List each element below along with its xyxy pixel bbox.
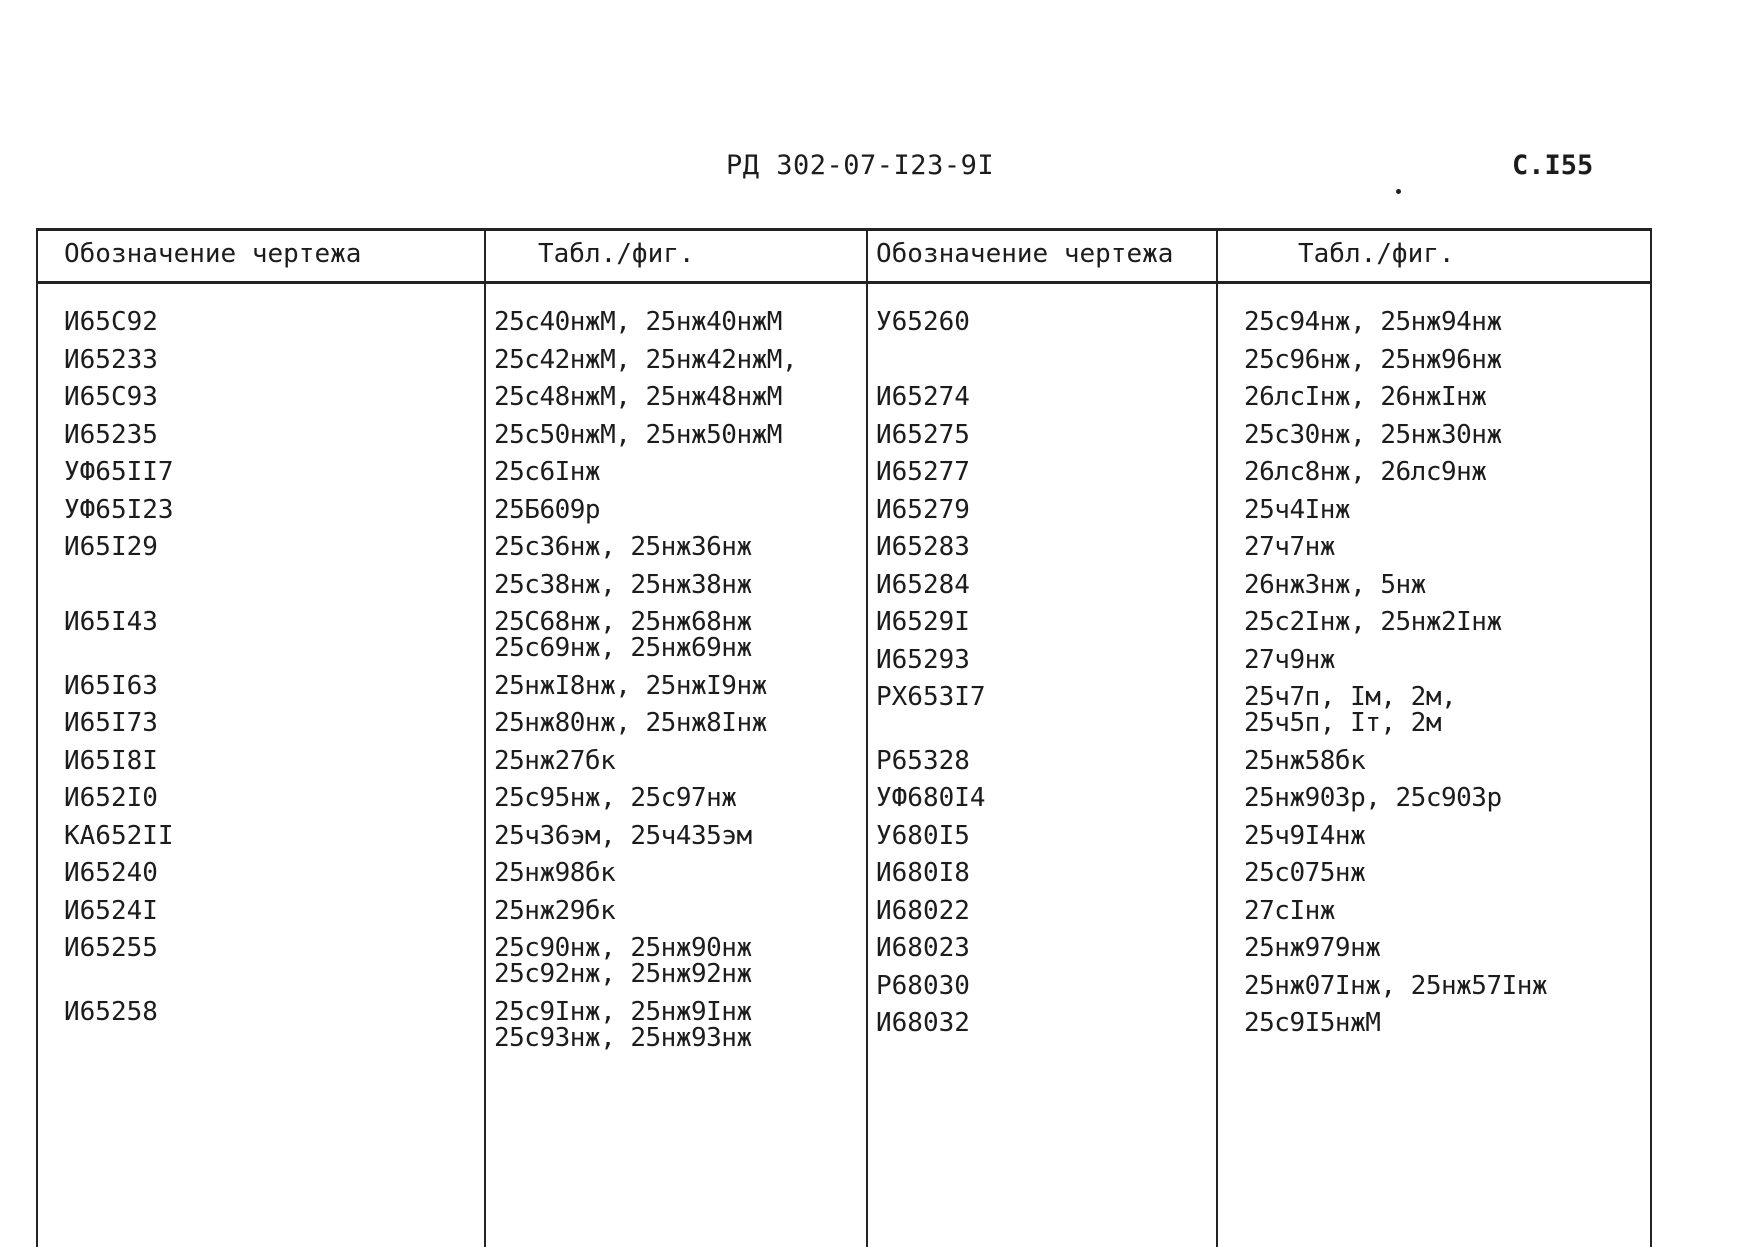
table-figure-reference (494, 860, 615, 886)
drawing-designation: И65I8I (64, 745, 158, 776)
table-figure-reference (1244, 935, 1380, 961)
drawing-designation: У65260 (876, 307, 970, 337)
table-figure-reference (494, 670, 767, 701)
drawing-designation: И68032 (876, 1008, 970, 1038)
table-figure-reference (1244, 419, 1502, 450)
cell-line: 25с93нж, 25нж93нж (494, 1022, 752, 1053)
cell-line: 25с90нж, 25нж90нж (494, 933, 752, 963)
cell-line: 25С68нж, 25нж68нж (494, 607, 752, 637)
table-figure-reference (494, 935, 752, 987)
cell-line: 25с075нж (1244, 858, 1366, 888)
table-figure-reference (494, 895, 616, 926)
column-header-table: Табл./фиг. (1298, 239, 1455, 269)
drawing-designation: И65293 (876, 644, 970, 675)
cell-line: 25нж27бк (494, 745, 616, 776)
table-figure-reference (494, 609, 752, 661)
cell-line: 25с9Iнж, 25нж9Iнж (494, 996, 752, 1027)
table-figure-reference (1244, 644, 1335, 675)
table-figure-reference (494, 820, 752, 851)
cell-line: 25нж98бк (494, 858, 616, 888)
cell-line: 25с48нжМ, 25нж48нжМ (494, 382, 782, 412)
cell-line: 25с42нжМ, 25нж42нжМ, (494, 344, 798, 375)
table-figure-reference (1244, 534, 1335, 560)
table-figure-reference (1244, 309, 1502, 335)
cell-line: 27ч9нж (1244, 644, 1335, 675)
column-divider (484, 231, 486, 1247)
scan-speck (1396, 189, 1401, 194)
cell-line: 25с40нжМ, 25нж40нжМ (494, 307, 782, 337)
cell-line: 25ч7п, Iм, 2м, (1244, 682, 1457, 712)
cell-line: 26лс8нж, 26лс9нж (1244, 457, 1487, 487)
column-divider (1216, 231, 1218, 1247)
column-header-table: Табл./фиг. (538, 239, 695, 269)
drawing-designation: И68022 (876, 895, 970, 926)
cell-line: 25с6Iнж (494, 457, 601, 487)
cell-line: 25с9I5нжМ (1244, 1008, 1381, 1038)
drawing-designation: И65I43 (64, 607, 158, 637)
drawing-designation: И65255 (64, 933, 158, 963)
column-header-drawing: Обозначение чертежа (64, 239, 362, 269)
drawing-designation: И65279 (876, 494, 970, 525)
drawing-designation: Р65328 (876, 745, 970, 776)
table-figure-reference (494, 745, 616, 776)
table-figure-reference (494, 384, 782, 410)
cell-line: 26лсIнж, 26нжIнж (1244, 382, 1487, 412)
cell-line: 25ч9I4нж (1244, 820, 1366, 851)
page-number: С.I55 (1512, 150, 1594, 181)
cell-line: 25нж58бк (1244, 745, 1366, 776)
header-divider (38, 281, 1650, 284)
cell-line: 25нжI8нж, 25нжI9нж (494, 670, 767, 701)
drawing-designation: И65С92 (64, 307, 158, 337)
table-figure-reference (494, 569, 752, 600)
drawing-designation: И65275 (876, 419, 970, 450)
table-figure-reference (494, 344, 798, 375)
drawing-designation: УФ65I23 (64, 494, 174, 525)
cell-line: 25с94нж, 25нж94нж (1244, 307, 1502, 337)
cell-line: 25с38нж, 25нж38нж (494, 569, 752, 600)
cell-line: 25нж07Iнж, 25нж57Iнж (1244, 970, 1548, 1001)
drawing-designation: И68023 (876, 933, 970, 963)
drawing-designation: И680I8 (876, 858, 970, 888)
cell-line: 25нж979нж (1244, 933, 1381, 963)
table-figure-reference (1244, 895, 1335, 926)
drawing-designation: РХ653I7 (876, 682, 986, 712)
cell-line: 25ч36эм, 25ч435эм (494, 820, 752, 851)
table-figure-reference (494, 419, 782, 450)
drawing-designation: И65274 (876, 382, 970, 412)
document-code: РД 302-07-I23-9I (726, 150, 995, 181)
table-figure-reference (494, 309, 782, 335)
drawing-designation: И65С93 (64, 382, 158, 412)
table-figure-reference (1244, 785, 1502, 811)
cell-line: 25ч4Iнж (1244, 494, 1351, 525)
table-figure-reference (1244, 459, 1486, 485)
table-figure-reference (1244, 344, 1502, 375)
cell-line: 25ч5п, Iт, 2м (1244, 708, 1441, 738)
cell-line: 27сIнж (1244, 895, 1335, 926)
table-figure-reference (1244, 569, 1426, 600)
drawing-designation: И65233 (64, 344, 158, 375)
table-figure-reference (1244, 609, 1502, 635)
cell-line: 25нж80нж, 25нж8Iнж (494, 708, 767, 738)
cell-line: 25с30нж, 25нж30нж (1244, 419, 1502, 450)
drawing-designation: И65258 (64, 996, 158, 1027)
table-figure-reference (494, 534, 752, 560)
cell-line: 25с96нж, 25нж96нж (1244, 344, 1502, 375)
cell-line: 25с2Iнж, 25нж2Iнж (1244, 607, 1502, 637)
drawing-designation: И65284 (876, 569, 970, 600)
drawing-designation: И65I73 (64, 708, 158, 738)
column-header-drawing: Обозначение чертежа (876, 239, 1174, 269)
column-divider (866, 231, 868, 1247)
drawing-designation: И6529I (876, 607, 970, 637)
index-table (36, 228, 1652, 1247)
table-figure-reference (494, 785, 736, 811)
drawing-designation: УФ680I4 (876, 783, 986, 813)
drawing-designation: У680I5 (876, 820, 970, 851)
table-figure-reference (1244, 860, 1365, 886)
table-figure-reference (494, 710, 767, 736)
drawing-designation: И65I63 (64, 670, 158, 701)
table-figure-reference (1244, 384, 1486, 410)
drawing-designation: И6524I (64, 895, 158, 926)
cell-line: 26нж3нж, 5нж (1244, 569, 1426, 600)
drawing-designation: И65235 (64, 419, 158, 450)
cell-line: 25с50нжМ, 25нж50нжМ (494, 419, 782, 450)
cell-line: 25с36нж, 25нж36нж (494, 532, 752, 562)
table-figure-reference (1244, 970, 1548, 1001)
table-figure-reference (1244, 494, 1351, 525)
cell-line: 25с95нж, 25с97нж (494, 783, 737, 813)
drawing-designation: И65240 (64, 858, 158, 888)
table-figure-reference (1244, 820, 1366, 851)
table-figure-reference (1244, 745, 1366, 776)
table-figure-reference (1244, 684, 1456, 736)
drawing-designation: И65283 (876, 532, 970, 562)
cell-line: 25нж29бк (494, 895, 616, 926)
drawing-designation: И65277 (876, 457, 970, 487)
cell-line: 25Б609р (494, 494, 601, 525)
drawing-designation: Р68030 (876, 970, 970, 1001)
table-figure-reference (494, 996, 752, 1053)
drawing-designation: КА652II (64, 820, 174, 851)
table-figure-reference (1244, 1010, 1380, 1036)
drawing-designation: И652I0 (64, 783, 158, 813)
cell-line: 25с69нж, 25нж69нж (494, 633, 752, 663)
cell-line: 25с92нж, 25нж92нж (494, 959, 752, 989)
table-figure-reference (494, 494, 601, 525)
table-figure-reference (494, 459, 600, 485)
cell-line: 27ч7нж (1244, 532, 1335, 562)
cell-line: 25нж903р, 25с903р (1244, 783, 1502, 813)
drawing-designation: УФ65II7 (64, 457, 174, 487)
drawing-designation: И65I29 (64, 532, 158, 562)
